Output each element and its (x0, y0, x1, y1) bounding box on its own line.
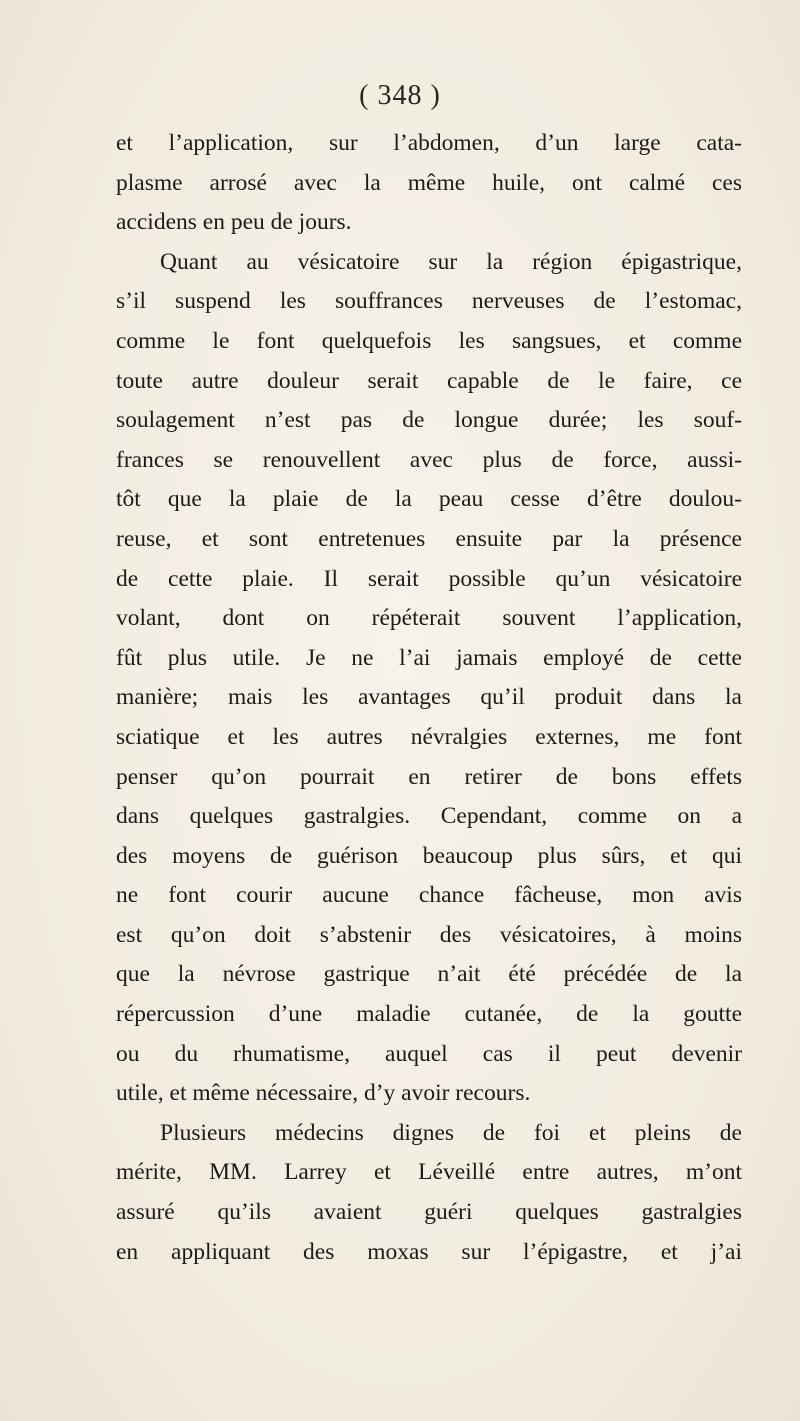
text-line: plasme arrosé avec la même huile, ont calmé ces (116, 169, 742, 196)
text-line: est qu’on doit s’abstenir des vésicatoires, à moins (116, 921, 742, 948)
text-line: en appliquant des moxas sur l’épigastre, et j’ai (116, 1238, 742, 1265)
text-line: accidens en peu de jours. (116, 209, 352, 236)
text-line: des moyens de guérison beaucoup plus sûrs, et qui (116, 842, 742, 869)
text-line: manière; mais les avantages qu’il produit dans la (116, 684, 742, 711)
text-line: Plusieurs médecins dignes de foi et pleins de (160, 1119, 742, 1146)
text-line: frances se renouvellent avec plus de force, aussi- (116, 446, 742, 473)
text-line: et l’application, sur l’abdomen, d’un large cata- (116, 130, 742, 156)
text-line: reuse, et sont entretenues ensuite par la présence (116, 525, 742, 552)
text-line: soulagement n’est pas de longue durée; les souf- (116, 407, 742, 434)
text-line: fût plus utile. Je ne l’ai jamais employé de cette (116, 644, 742, 671)
text-line: toute autre douleur serait capable de le faire, ce (116, 367, 742, 394)
text-line: mérite, MM. Larrey et Léveillé entre autres, m’ont (116, 1159, 742, 1186)
text-line: volant, dont on répéterait souvent l’application, (116, 605, 742, 632)
text-line: de cette plaie. Il serait possible qu’un vésicatoire (116, 565, 742, 592)
text-line: penser qu’on pourrait en retirer de bons effets (116, 763, 742, 790)
text-line: que la névrose gastrique n’ait été précédée de la (116, 961, 742, 988)
text-line: utile, et même nécessaire, d’y avoir recours. (116, 1080, 531, 1107)
text-line: dans quelques gastralgies. Cependant, comme on a (116, 803, 742, 830)
text-line: tôt que la plaie de la peau cesse d’être doulou- (116, 486, 742, 513)
text-line: comme le font quelquefois les sangsues, et comme (116, 327, 742, 354)
text-line: s’il suspend les souffrances nerveuses de l’estomac, (116, 288, 742, 315)
page-number: ( 348 ) (359, 80, 441, 111)
text-line: répercussion d’une maladie cutanée, de la goutte (116, 1001, 742, 1028)
text-line: ne font courir aucune chance fâcheuse, mon avis (116, 882, 742, 909)
text-line: Quant au vésicatoire sur la région épigastrique, (160, 248, 742, 275)
text-line: sciatique et les autres névralgies externes, me font (116, 723, 742, 750)
body-text (116, 124, 742, 1272)
text-line: ou du rhumatisme, auquel cas il peut devenir (116, 1040, 742, 1067)
text-line: assuré qu’ils avaient guéri quelques gastralgies (116, 1199, 742, 1226)
